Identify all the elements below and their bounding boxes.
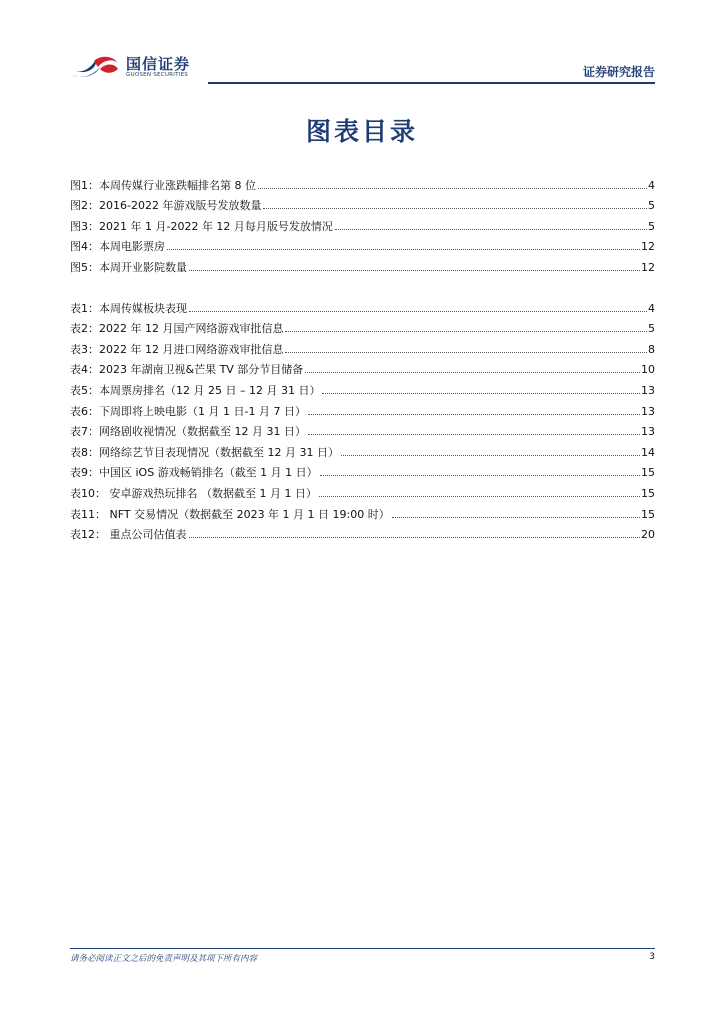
toc-table-entry[interactable] <box>70 356 655 377</box>
toc-table-entry[interactable] <box>70 315 655 336</box>
toc-entry-label: 表6：下周即将上映电影（1 月 1 日-1 月 7 日） <box>70 404 306 418</box>
toc-entry-page: 8 <box>648 342 655 356</box>
toc-entry-label: 表8：网络综艺节目表现情况（数据截至 12 月 31 日） <box>70 445 339 459</box>
footer-divider <box>70 948 655 949</box>
toc-dot-leader <box>285 352 647 353</box>
toc-dot-leader <box>319 496 640 497</box>
toc-entry-label: 图2：2016-2022 年游戏版号发放数量 <box>70 199 262 213</box>
toc-entry-label: 表5：本周票房排名（12 月 25 日 – 12 月 31 日） <box>70 383 321 397</box>
toc-figure-entry[interactable] <box>70 253 655 274</box>
toc-dot-leader <box>189 270 640 271</box>
toc-dot-leader <box>322 393 640 394</box>
toc-figure-entry[interactable] <box>70 212 655 233</box>
toc-entry-label: 表12： 重点公司估值表 <box>70 528 187 542</box>
toc-entry-page: 12 <box>641 240 655 254</box>
toc-dot-leader <box>335 229 647 230</box>
toc-entry-page: 13 <box>641 404 655 418</box>
toc-entry-page: 4 <box>648 178 655 192</box>
toc-entry-page: 20 <box>641 528 655 542</box>
toc-table-entry[interactable] <box>70 335 655 356</box>
footer-page-number: 3 <box>649 952 655 962</box>
toc-table-entry[interactable] <box>70 459 655 480</box>
toc-dot-leader <box>341 455 640 456</box>
toc-dot-leader <box>392 517 640 518</box>
toc-table-entry[interactable] <box>70 500 655 521</box>
report-type-label: 证券研究报告 <box>582 65 655 79</box>
figure-list <box>70 171 655 274</box>
toc-entry-label: 图1：本周传媒行业涨跌幅排名第 8 位 <box>70 178 256 192</box>
toc-figure-entry[interactable] <box>70 171 655 192</box>
toc-figure-entry[interactable] <box>70 192 655 213</box>
toc-entry-label: 图4：本周电影票房 <box>70 240 165 254</box>
toc-table-entry[interactable] <box>70 438 655 459</box>
toc-dot-leader <box>320 475 640 476</box>
company-logo <box>70 50 210 84</box>
toc-entry-page: 13 <box>641 383 655 397</box>
toc-dot-leader <box>189 311 647 312</box>
toc-table-entry[interactable] <box>70 521 655 542</box>
toc-entry-label: 表7：网络剧收视情况（数据截至 12 月 31 日） <box>70 425 306 439</box>
toc-entry-label: 表1：本周传媒板块表现 <box>70 301 187 315</box>
toc-dot-leader <box>258 188 647 189</box>
page-title: 图表目录 <box>305 117 418 146</box>
toc-entry-page: 10 <box>641 363 655 377</box>
toc-entry-label: 表3：2022 年 12 月进口网络游戏审批信息 <box>70 342 284 356</box>
toc-dot-leader <box>305 372 640 373</box>
toc-entry-page: 15 <box>641 486 655 500</box>
toc-table-entry[interactable] <box>70 479 655 500</box>
logo-chinese-text: 国信证券 <box>126 55 191 73</box>
toc-entry-page: 5 <box>648 199 655 213</box>
toc-entry-page: 14 <box>641 445 655 459</box>
logo-english-text: GUOSEN SECURITIES <box>126 72 189 78</box>
page-header <box>70 50 655 88</box>
toc-entry-label: 图5：本周开业影院数量 <box>70 260 187 274</box>
toc-entry-page: 5 <box>648 322 655 336</box>
toc-entry-label: 表2：2022 年 12 月国产网络游戏审批信息 <box>70 322 284 336</box>
toc-entry-label: 表11： NFT 交易情况（数据截至 2023 年 1 月 1 日 19:00 时） <box>70 507 390 521</box>
toc-entry-page: 5 <box>648 219 655 233</box>
guosen-logo-icon <box>70 53 120 81</box>
toc-figure-entry[interactable] <box>70 233 655 254</box>
toc-entry-label: 表10： 安卓游戏热玩排名 （数据截至 1 月 1 日） <box>70 486 317 500</box>
toc-table-entry[interactable] <box>70 418 655 439</box>
toc-entry-label: 表9：中国区 iOS 游戏畅销排名（截至 1 月 1 日） <box>70 466 318 480</box>
toc-entry-label: 表4：2023 年湖南卫视&芒果 TV 部分节目储备 <box>70 363 304 377</box>
header-divider <box>208 82 655 84</box>
toc-entry-page: 4 <box>648 301 655 315</box>
toc-table-entry[interactable] <box>70 397 655 418</box>
toc-entry-page: 12 <box>641 260 655 274</box>
toc-entry-label: 图3：2021 年 1 月-2022 年 12 月每月版号发放情况 <box>70 219 333 233</box>
toc-table-entry[interactable] <box>70 294 655 315</box>
toc-dot-leader <box>285 331 647 332</box>
toc-table-entry[interactable] <box>70 376 655 397</box>
toc-dot-leader <box>189 537 641 538</box>
toc-entry-page: 13 <box>641 425 655 439</box>
toc-dot-leader <box>263 208 647 209</box>
toc-dot-leader <box>308 414 640 415</box>
toc-dot-leader <box>308 434 640 435</box>
toc-entry-page: 15 <box>641 466 655 480</box>
toc-dot-leader <box>167 249 640 250</box>
footer-disclaimer: 请务必阅读正文之后的免责声明及其项下所有内容 <box>70 954 258 964</box>
toc-entry-page: 15 <box>641 507 655 521</box>
table-list <box>70 294 655 541</box>
